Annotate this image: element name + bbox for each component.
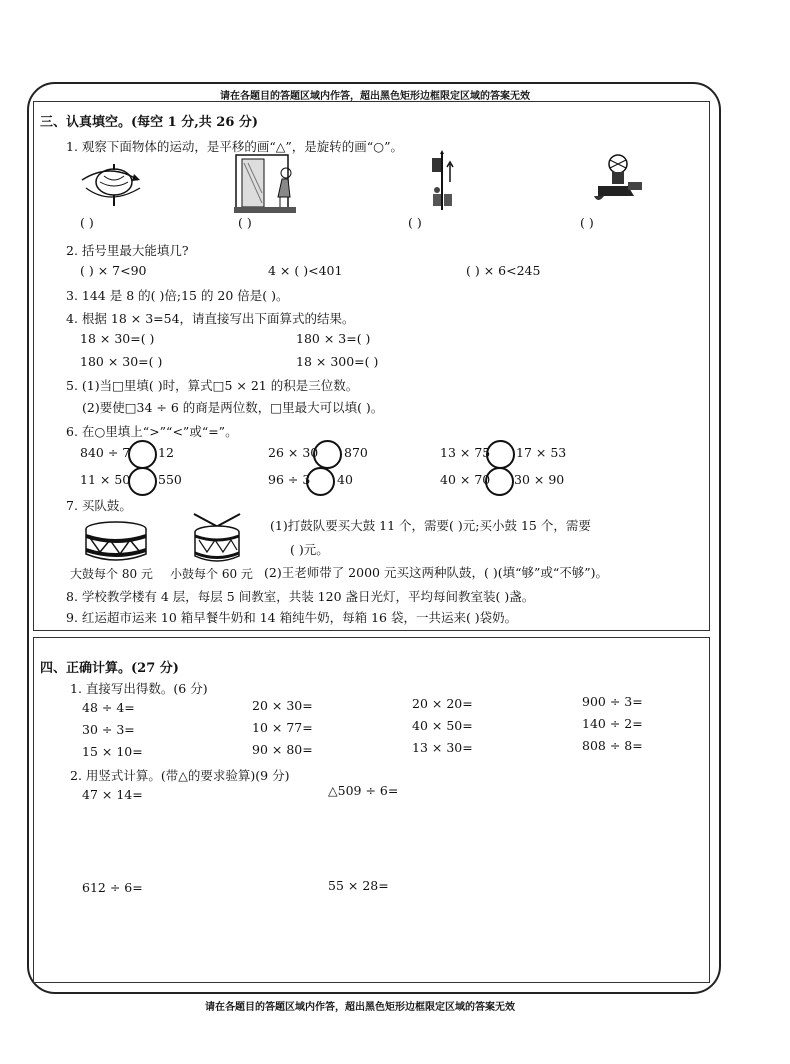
q9-text[interactable]: 9. 红运超市运来 10 箱早餐牛奶和 14 箱纯牛奶，每箱 16 袋，一共运来( )袋奶。 [66,610,518,625]
q7-line1[interactable]: (1)打鼓队要买大鼓 11 个，需要( )元;买小鼓 15 个，需要 [270,518,591,533]
q6-left-4: 11 × 50 [80,472,131,487]
q7-part2[interactable]: (2)王老师带了 2000 元买这两种队鼓，( )(填“够”或“不够”)。 [264,565,609,580]
calc-item[interactable]: 40 × 50= [412,718,473,733]
q1-text: 1. 观察下面物体的运动，是平移的画“△”，是旋转的画“○”。 [66,139,403,154]
q4-text: 4. 根据 18 × 3=54，请直接写出下面算式的结果。 [66,311,355,326]
s4-q2-text: 2. 用竖式计算。(带△的要求验算)(9 分) [70,768,290,783]
q2-item-2[interactable]: 4 × ( )<401 [268,263,343,278]
calc-item[interactable]: 20 × 20= [412,696,473,711]
q6-left-5: 96 ÷ 3 [268,472,311,487]
compare-circle-2[interactable] [313,440,342,469]
flagpole-icon [428,150,458,218]
q1-blank-4[interactable]: ( ) [580,215,594,230]
big-drum-icon [84,520,148,568]
q6-right-1: 12 [158,445,174,460]
q6-right-6: 30 × 90 [514,472,565,487]
calc-item[interactable]: 13 × 30= [412,740,473,755]
faucet-icon [588,152,648,212]
calc-item[interactable]: 90 × 80= [252,742,313,757]
calc-item[interactable]: 140 ÷ 2= [582,716,643,731]
compare-circle-4[interactable] [128,467,157,496]
q4-item-3[interactable]: 180 × 30=( ) [80,354,163,369]
spinning-top-icon [70,158,150,214]
compare-circle-3[interactable] [486,440,515,469]
compare-circle-1[interactable] [128,440,157,469]
calc-item[interactable]: 48 ÷ 4= [82,700,135,715]
q7-line2[interactable]: ( )元。 [290,542,329,557]
q7-text: 7. 买队鼓。 [66,498,132,513]
vertical-calc-item[interactable]: 47 × 14= [82,787,143,802]
q6-right-4: 550 [158,472,182,487]
footer-notice: 请在各题目的答题区域内作答，超出黑色矩形边框限定区域的答案无效 [205,1002,515,1013]
q4-item-2[interactable]: 180 × 3=( ) [296,331,371,346]
calc-item[interactable]: 900 ÷ 3= [582,694,643,709]
calc-item[interactable]: 10 × 77= [252,720,313,735]
q2-text: 2. 括号里最大能填几? [66,243,189,258]
calc-item[interactable]: 20 × 30= [252,698,313,713]
q6-right-3: 17 × 53 [516,445,567,460]
s4-q1-text: 1. 直接写出得数。(6 分) [70,681,208,696]
section3-title: 三、认真填空。(每空 1 分,共 26 分) [40,115,259,130]
compare-circle-6[interactable] [485,467,514,496]
calc-item[interactable]: 30 ÷ 3= [82,722,135,737]
vertical-calc-item[interactable]: 612 ÷ 6= [82,880,143,895]
q1-blank-1[interactable]: ( ) [80,215,94,230]
calc-item[interactable]: 15 × 10= [82,744,143,759]
q3-text[interactable]: 3. 144 是 8 的( )倍;15 的 20 倍是( )。 [66,288,289,303]
q1-blank-3[interactable]: ( ) [408,215,422,230]
q6-left-3: 13 × 75 [440,445,491,460]
window-icon [232,153,302,219]
q1-blank-2[interactable]: ( ) [238,215,252,230]
big-drum-price: 大鼓每个 80 元 [70,567,153,581]
q8-text[interactable]: 8. 学校教学楼有 4 层，每层 5 间教室，共装 120 盏日光灯，平均每间教室装( )盏。 [66,589,535,604]
q2-item-3[interactable]: ( ) × 6<245 [466,263,541,278]
header-notice: 请在各题目的答题区域内作答，超出黑色矩形边框限定区域的答案无效 [220,91,530,102]
vertical-calc-item[interactable]: △509 ÷ 6= [328,783,399,798]
section4-title: 四、正确计算。(27 分) [40,661,179,676]
q6-left-2: 26 × 30 [268,445,319,460]
q6-left-1: 840 ÷ 7 [80,445,131,460]
small-drum-icon [190,512,244,570]
compare-circle-5[interactable] [306,467,335,496]
vertical-calc-item[interactable]: 55 × 28= [328,878,389,893]
q5-part2[interactable]: (2)要使□34 ÷ 6 的商是两位数，□里最大可以填( )。 [82,400,384,415]
q6-text: 6. 在○里填上“>”“<”或“=”。 [66,424,238,439]
q6-left-6: 40 × 70 [440,472,491,487]
small-drum-price: 小鼓每个 60 元 [170,567,253,581]
q6-right-5: 40 [337,472,353,487]
calc-item[interactable]: 808 ÷ 8= [582,738,643,753]
q4-item-4[interactable]: 18 × 300=( ) [296,354,379,369]
q4-item-1[interactable]: 18 × 30=( ) [80,331,155,346]
q6-right-2: 870 [344,445,368,460]
q2-item-1[interactable]: ( ) × 7<90 [80,263,147,278]
q5-part1[interactable]: 5. (1)当□里填( )时，算式□5 × 21 的积是三位数。 [66,378,359,393]
